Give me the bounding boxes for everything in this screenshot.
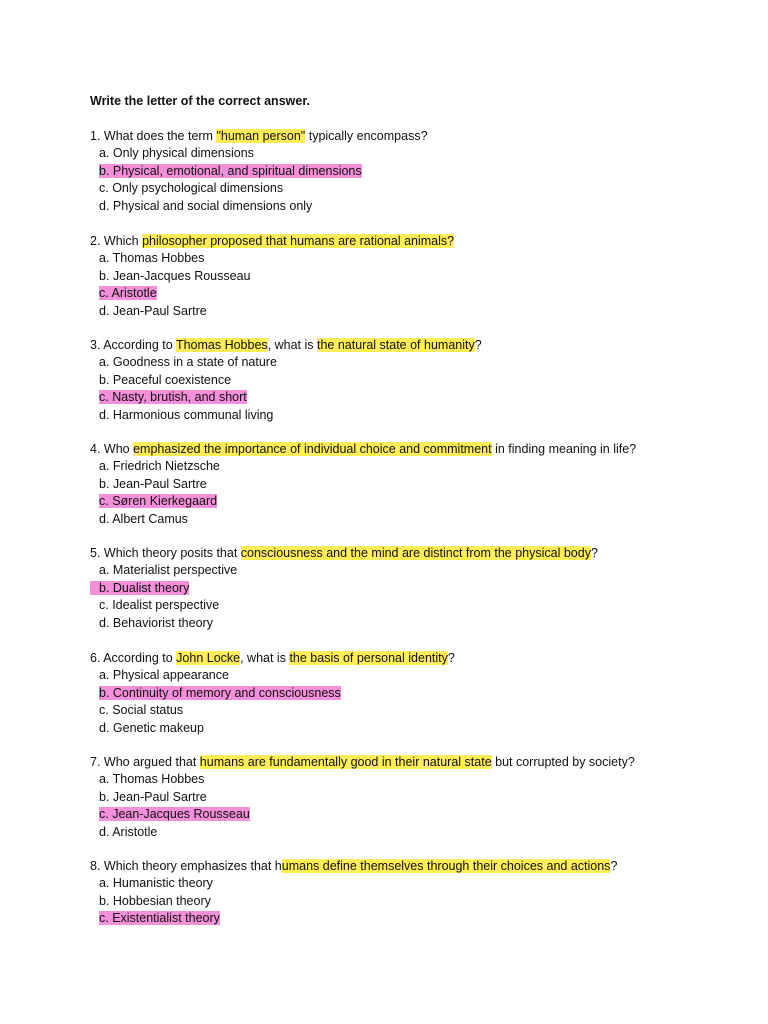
highlighted-phrase: emphasized the importance of individual choice and commitment xyxy=(133,442,492,456)
answer-option xyxy=(90,806,635,823)
highlighted-phrase: humans are fundamentally good in their natural state xyxy=(199,755,492,769)
answer-option xyxy=(90,145,428,162)
question-8 xyxy=(90,858,617,928)
answer-option-text: d. Behaviorist theory xyxy=(99,615,213,630)
question-7 xyxy=(90,754,635,841)
correct-answer-highlight: c. Søren Kierkegaard xyxy=(99,494,218,509)
question-3 xyxy=(90,337,482,424)
question-text-segment: ? xyxy=(610,859,618,873)
answer-option xyxy=(90,268,454,285)
answer-option-text: a. Materialist perspective xyxy=(99,563,238,578)
question-text xyxy=(90,545,598,562)
question-6 xyxy=(90,650,455,737)
answer-option xyxy=(90,685,455,702)
question-2 xyxy=(90,233,454,320)
answer-option-text: a. Only physical dimensions xyxy=(99,146,254,161)
answer-option xyxy=(90,771,635,788)
answer-option-text: c. Only psychological dimensions xyxy=(99,181,284,196)
answer-option xyxy=(90,389,482,406)
question-text xyxy=(90,337,482,354)
answer-option-text: d. Genetic makeup xyxy=(99,720,204,735)
question-text xyxy=(90,441,636,458)
highlighted-phrase: "human person" xyxy=(216,129,306,143)
answer-option-text: b. Peaceful coexistence xyxy=(99,372,232,387)
correct-answer-highlight: c. Existentialist theory xyxy=(99,911,220,926)
correct-answer-highlight: b. Physical, emotional, and spiritual dimensions xyxy=(99,163,362,178)
question-text xyxy=(90,128,428,145)
answer-option xyxy=(90,511,636,528)
answer-option-text: b. Jean-Jacques Rousseau xyxy=(99,268,251,283)
answer-option xyxy=(90,667,455,684)
answer-option xyxy=(90,476,636,493)
answer-option xyxy=(90,597,598,614)
highlighted-phrase: the basis of personal identity xyxy=(289,651,448,665)
highlighted-phrase: philosopher proposed that humans are rational animals? xyxy=(142,234,455,248)
answer-option-text: a. Physical appearance xyxy=(99,668,229,683)
question-text-segment: 6. According to xyxy=(90,651,177,665)
highlighted-phrase: John Locke xyxy=(176,651,241,665)
question-text-segment: 2. Which xyxy=(90,234,143,248)
answer-option-text: a. Goodness in a state of nature xyxy=(99,355,277,370)
answer-option xyxy=(90,824,635,841)
question-text-segment: 8. Which theory emphasizes that h xyxy=(90,859,282,873)
question-text-segment: 1. What does the term xyxy=(90,129,217,143)
answer-option-text: c. Idealist perspective xyxy=(99,598,220,613)
question-text-segment: ? xyxy=(590,546,598,560)
question-text-segment: typically encompass? xyxy=(305,129,428,143)
question-text-segment: 3. According to xyxy=(90,338,176,352)
answer-option-text: b. Hobbesian theory xyxy=(99,893,211,908)
answer-option-text: d. Albert Camus xyxy=(99,511,188,526)
answer-option xyxy=(90,198,428,215)
answer-option xyxy=(90,562,598,579)
answer-option-text: b. Jean-Paul Sartre xyxy=(99,789,207,804)
answer-option xyxy=(90,180,428,197)
answer-option-text: d. Jean-Paul Sartre xyxy=(99,303,207,318)
question-text-segment: in finding meaning in life? xyxy=(491,442,637,456)
answer-option-text: c. Social status xyxy=(99,703,184,718)
answer-option-text: b. Jean-Paul Sartre xyxy=(99,476,207,491)
answer-option xyxy=(90,407,482,424)
answer-option xyxy=(90,580,598,597)
answer-option-text: a. Thomas Hobbes xyxy=(99,772,205,787)
answer-option-text: a. Thomas Hobbes xyxy=(99,251,205,266)
question-text-segment: ? xyxy=(447,651,455,665)
answer-option-text: d. Harmonious communal living xyxy=(99,407,274,422)
question-4 xyxy=(90,441,636,528)
question-text-segment: 4. Who xyxy=(90,442,134,456)
correct-answer-highlight: c. Nasty, brutish, and short xyxy=(99,390,247,405)
question-text-segment: 7. Who argued that xyxy=(90,755,200,769)
correct-answer-highlight: b. Dualist theory xyxy=(90,581,189,595)
correct-answer-highlight: c. Aristotle xyxy=(99,286,157,301)
question-text-segment: , what is xyxy=(267,338,317,352)
question-text xyxy=(90,650,455,667)
answer-option xyxy=(90,163,428,180)
answer-option-text: a. Humanistic theory xyxy=(99,876,213,891)
answer-option xyxy=(90,789,635,806)
question-text-segment: ? xyxy=(474,338,482,352)
instructions-heading: Write the letter of the correct answer. xyxy=(90,94,310,108)
question-text xyxy=(90,233,454,250)
answer-option xyxy=(90,303,454,320)
answer-option-text: d. Aristotle xyxy=(99,824,158,839)
answer-option xyxy=(90,893,617,910)
answer-option-text: d. Physical and social dimensions only xyxy=(99,198,313,213)
answer-option xyxy=(90,285,454,302)
correct-answer-highlight: b. Continuity of memory and consciousness xyxy=(99,685,341,700)
highlighted-phrase: the natural state of humanity xyxy=(316,338,475,352)
correct-answer-highlight: c. Jean-Jacques Rousseau xyxy=(99,807,250,822)
answer-option-text: a. Friedrich Nietzsche xyxy=(99,459,220,474)
highlighted-phrase: consciousness and the mind are distinct from the physical body xyxy=(240,546,591,560)
answer-option xyxy=(90,702,455,719)
answer-option xyxy=(90,354,482,371)
question-5 xyxy=(90,545,598,632)
answer-option xyxy=(90,875,617,892)
answer-option xyxy=(90,615,598,632)
question-text xyxy=(90,858,617,875)
answer-option xyxy=(90,250,454,267)
highlighted-phrase: umans define themselves through their choices and actions xyxy=(281,859,611,873)
question-text-segment: but corrupted by society? xyxy=(491,755,635,769)
question-text xyxy=(90,754,635,771)
answer-option xyxy=(90,458,636,475)
question-1 xyxy=(90,128,428,215)
answer-option xyxy=(90,493,636,510)
answer-option xyxy=(90,372,482,389)
highlighted-phrase: Thomas Hobbes xyxy=(175,338,268,352)
question-text-segment: , what is xyxy=(240,651,290,665)
question-text-segment: 5. Which theory posits that xyxy=(90,546,241,560)
answer-option xyxy=(90,910,617,927)
answer-option xyxy=(90,720,455,737)
